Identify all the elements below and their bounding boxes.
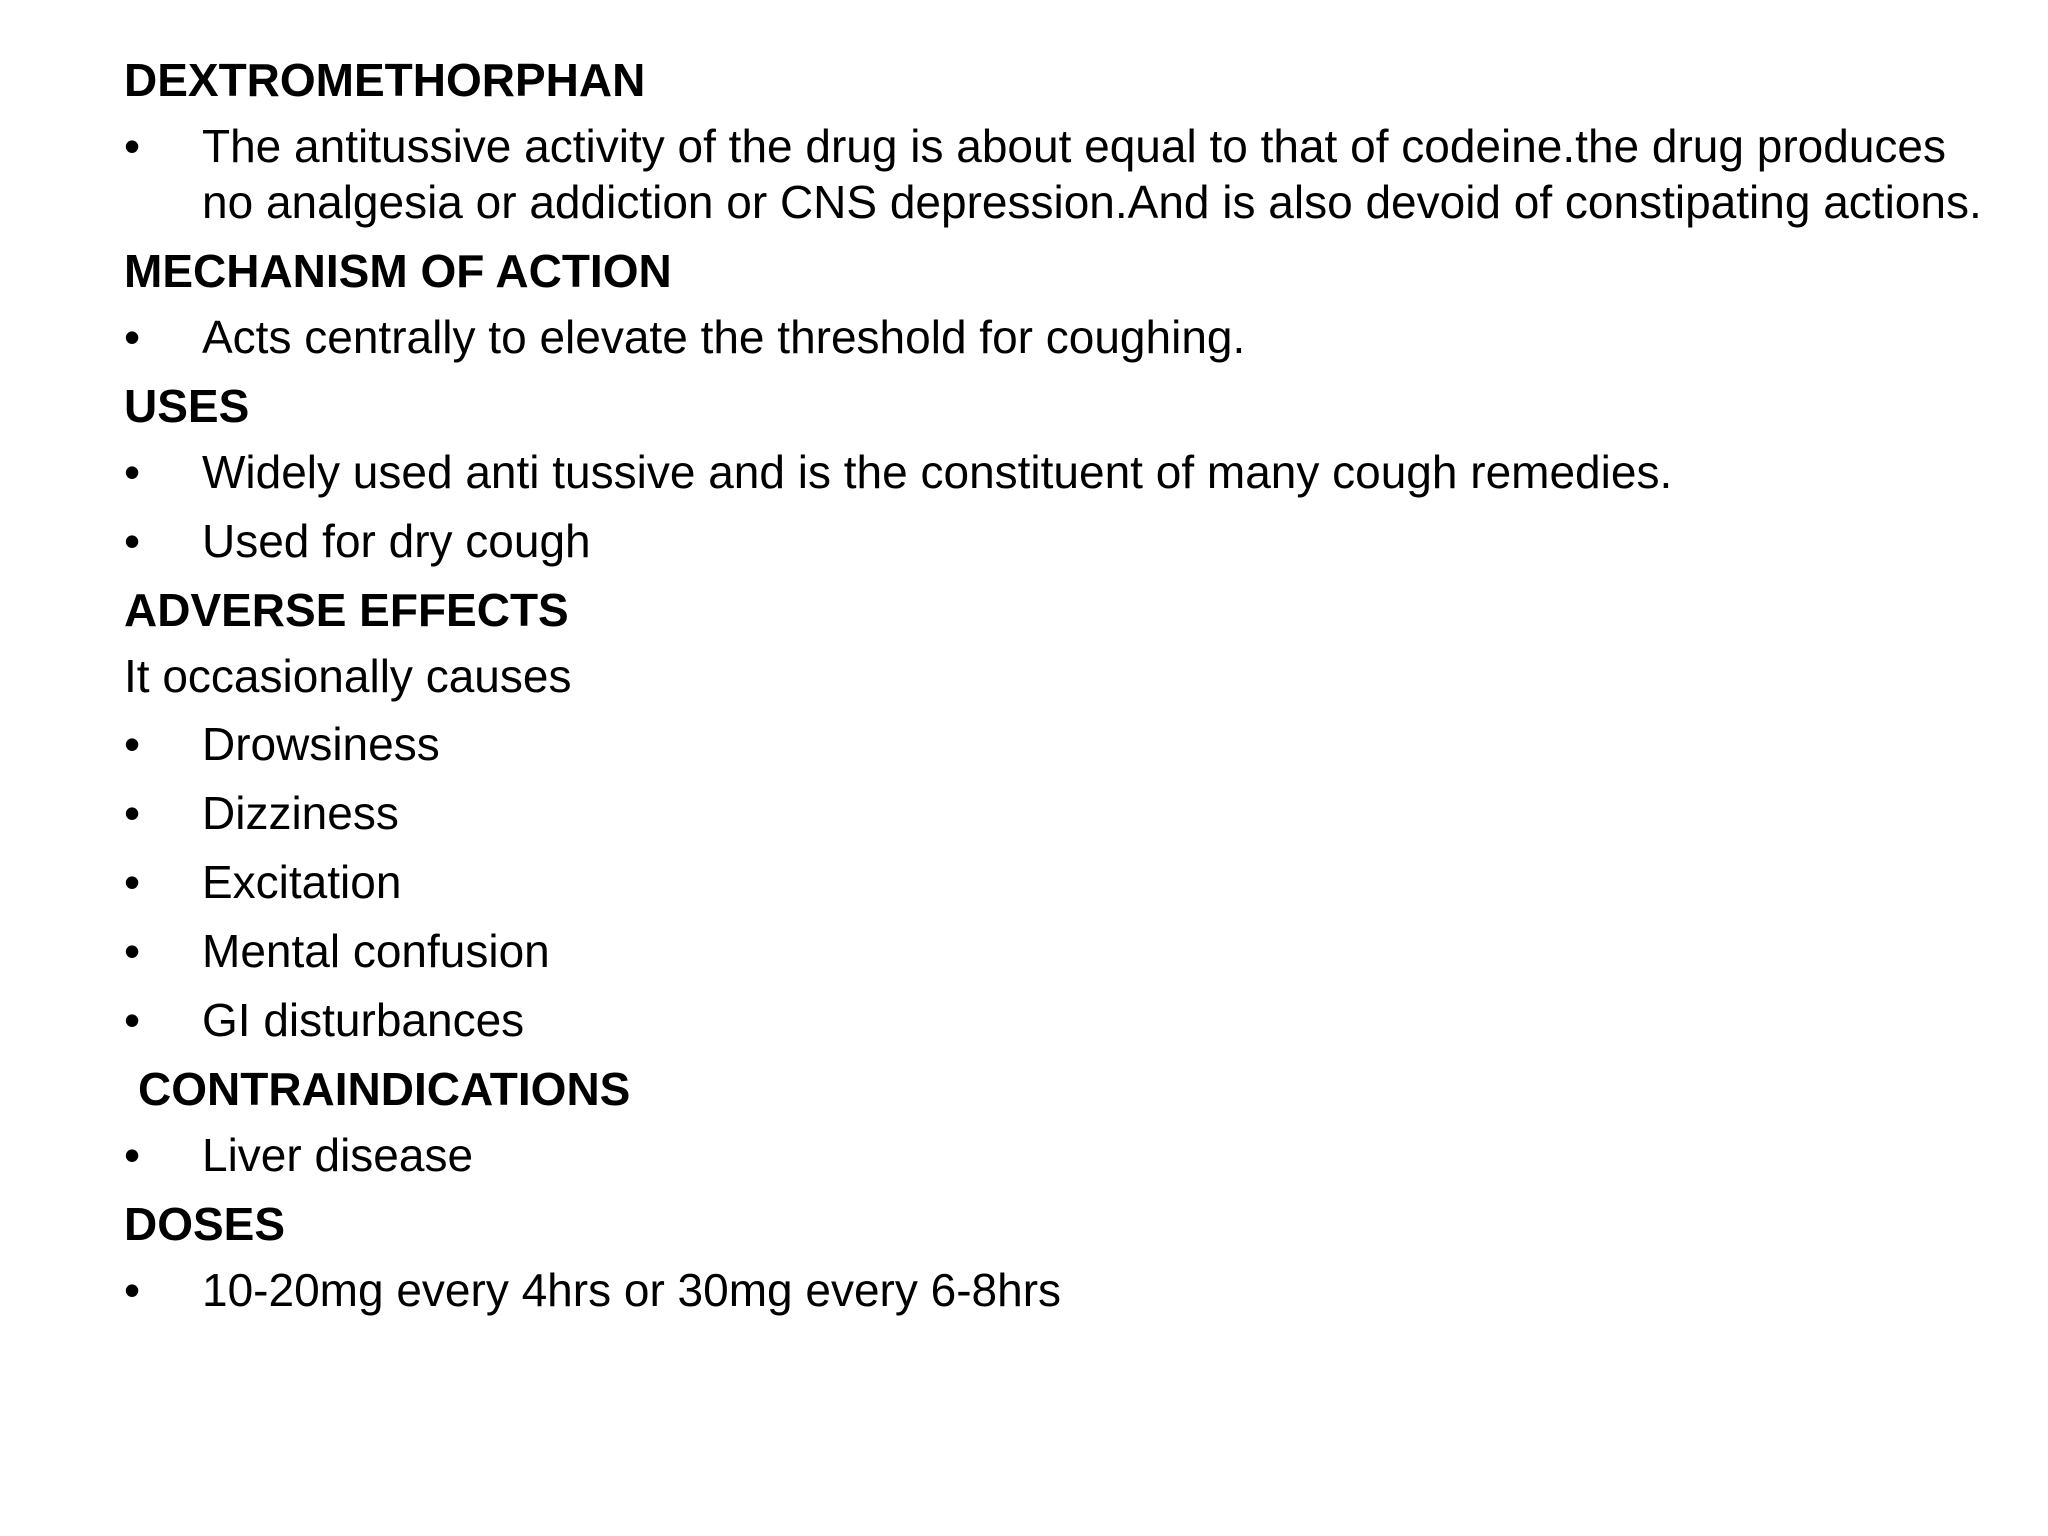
contraindications-bullet-list xyxy=(124,1127,1984,1183)
uses-text-1: Widely used anti tussive and is the constituent of many cough remedies. xyxy=(202,446,1673,498)
list-item xyxy=(124,923,1984,979)
bullet-icon: • xyxy=(124,718,141,770)
list-item xyxy=(124,444,1984,500)
bullet-icon: • xyxy=(124,994,141,1046)
list-item xyxy=(124,854,1984,910)
uses-text-2: Used for dry cough xyxy=(202,515,591,567)
list-item xyxy=(124,716,1984,772)
list-item xyxy=(124,1127,1984,1183)
list-item xyxy=(124,785,1984,841)
uses-bullet-list xyxy=(124,444,1984,569)
adverse-heading: ADVERSE EFFECTS xyxy=(124,584,569,636)
doses-bullet-list xyxy=(124,1262,1984,1318)
bullet-icon: • xyxy=(124,1264,141,1316)
adverse-intro: It occasionally causes xyxy=(124,650,572,702)
doses-text: 10-20mg every 4hrs or 30mg every 6-8hrs xyxy=(202,1264,1062,1316)
list-item xyxy=(124,309,1984,365)
bullet-icon: • xyxy=(124,311,141,363)
adverse-text-5: GI disturbances xyxy=(202,994,525,1046)
bullet-icon: • xyxy=(124,1129,141,1181)
mechanism-heading: MECHANISM OF ACTION xyxy=(124,245,672,297)
adverse-text-1: Drowsiness xyxy=(202,718,440,770)
mechanism-text: Acts centrally to elevate the threshold for coughing. xyxy=(202,311,1246,363)
adverse-text-4: Mental confusion xyxy=(202,925,550,977)
uses-heading: USES xyxy=(124,380,250,432)
bullet-icon: • xyxy=(124,787,141,839)
list-item xyxy=(124,513,1984,569)
bullet-icon: • xyxy=(124,515,141,567)
adverse-text-3: Excitation xyxy=(202,856,402,908)
bullet-icon: • xyxy=(124,446,141,498)
mechanism-bullet-list xyxy=(124,309,1984,365)
bullet-icon: • xyxy=(124,856,141,908)
adverse-bullet-list xyxy=(124,716,1984,1048)
contraindications-text: Liver disease xyxy=(202,1129,474,1181)
bullet-icon: • xyxy=(124,120,141,172)
doses-heading: DOSES xyxy=(124,1198,286,1250)
drug-description: The antitussive activity of the drug is about equal to that of codeine.the drug produces no analgesia or addiction or CNS depression.And is also devoid of constipating actions. xyxy=(202,120,1982,228)
adverse-text-2: Dizziness xyxy=(202,787,399,839)
drug-heading: DEXTROMETHORPHAN xyxy=(124,54,646,106)
bullet-icon: • xyxy=(124,925,141,977)
list-item xyxy=(124,1262,1984,1318)
list-item xyxy=(124,992,1984,1048)
slide-content xyxy=(124,52,1984,1331)
list-item xyxy=(124,118,1984,230)
drug-bullet-list xyxy=(124,118,1984,230)
contraindications-heading: CONTRAINDICATIONS xyxy=(138,1063,631,1115)
